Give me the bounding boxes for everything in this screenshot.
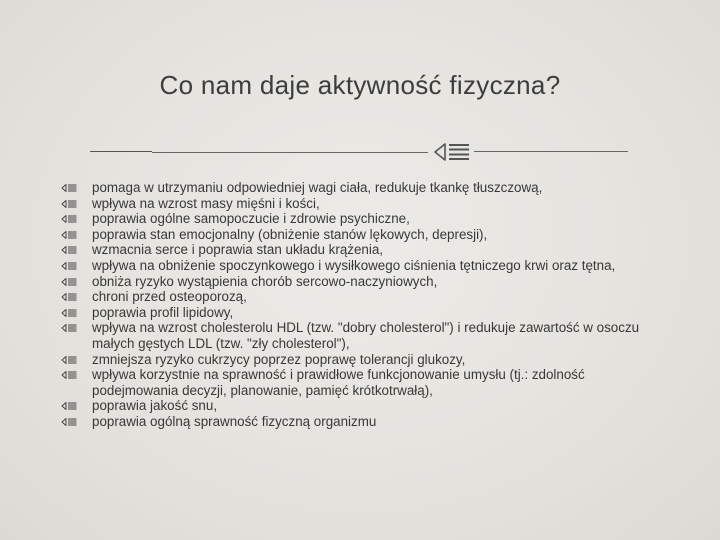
title-divider <box>90 140 628 164</box>
list-item <box>61 211 661 227</box>
list-item <box>61 289 661 305</box>
list-item <box>61 398 661 414</box>
list-item <box>61 274 661 290</box>
list-item <box>61 367 661 398</box>
list-item <box>61 227 661 243</box>
list-item <box>61 180 661 196</box>
list-item <box>61 352 661 368</box>
divider-line-left-long <box>152 152 428 153</box>
list-item-text: poprawia ogólne samopoczucie i zdrowie psychiczne, <box>92 211 410 227</box>
list-item-text: wzmacnia serce i poprawia stan układu krążenia, <box>92 242 384 258</box>
list-item-text: pomaga w utrzymaniu odpowiedniej wagi ciała, redukuje tkankę tłuszczową, <box>92 180 543 195</box>
list-item-text: zmniejsza ryzyko cukrzycy poprzez poprawę tolerancji glukozy, <box>92 351 466 367</box>
bullet-list <box>61 180 661 430</box>
list-item-text: wpływa korzystnie na sprawność i prawidłowe funkcjonowanie umysłu (tj.: zdolność podejmowania decyzji, planowanie, pamięć krótkotrwałą), <box>92 367 585 398</box>
triangle-lines-bullet-icon <box>61 417 77 427</box>
triangle-lines-bullet-icon <box>61 214 77 224</box>
list-item-text: obniża ryzyko wystąpienia chorób sercowo-naczyniowych, <box>92 273 438 289</box>
list-item <box>61 305 661 321</box>
triangle-lines-bullet-icon <box>61 245 77 255</box>
list-item-text: wpływa na wzrost masy mięśni i kości, <box>92 195 320 211</box>
divider-line-left-short <box>90 151 152 152</box>
list-item <box>61 414 661 430</box>
list-item-text: chroni przed osteoporozą, <box>92 289 247 305</box>
divider-line-right <box>474 151 628 152</box>
list-item <box>61 196 661 212</box>
triangle-lines-bullet-icon <box>61 323 77 333</box>
triangle-lines-bullet-icon <box>61 183 77 193</box>
slide-title: Co nam daje aktywność fizyczna? <box>159 70 561 100</box>
list-item-text: wpływa na obniżenie spoczynkowego i wysiłkowego ciśnienia tętniczego krwi oraz tętna, <box>92 257 616 273</box>
list-item-text: wpływa na wzrost cholesterolu HDL (tzw. "dobry cholesterol") i redukuje zawartość w osoczu małych gęstych LDL (tzw. "zły cholesterol"), <box>92 320 640 351</box>
list-item <box>61 242 661 258</box>
triangle-lines-bullet-icon <box>61 355 77 365</box>
triangle-lines-bullet-icon <box>61 308 77 318</box>
list-item-text: poprawia ogólną sprawność fizyczną organizmu <box>92 413 377 429</box>
triangle-lines-divider-icon <box>433 140 471 164</box>
triangle-lines-bullet-icon <box>61 277 77 287</box>
triangle-lines-bullet-icon <box>61 261 77 271</box>
list-item <box>61 320 661 351</box>
list-item-text: poprawia jakość snu, <box>92 398 218 414</box>
list-item-text: poprawia profil lipidowy, <box>92 304 234 320</box>
list-item <box>61 258 661 274</box>
list-item-text: poprawia stan emocjonalny (obniżenie stanów lękowych, depresji), <box>92 226 488 242</box>
triangle-lines-bullet-icon <box>61 292 77 302</box>
triangle-lines-bullet-icon <box>61 230 77 240</box>
triangle-lines-bullet-icon <box>61 199 77 209</box>
triangle-lines-bullet-icon <box>61 401 77 411</box>
triangle-lines-bullet-icon <box>61 370 77 380</box>
